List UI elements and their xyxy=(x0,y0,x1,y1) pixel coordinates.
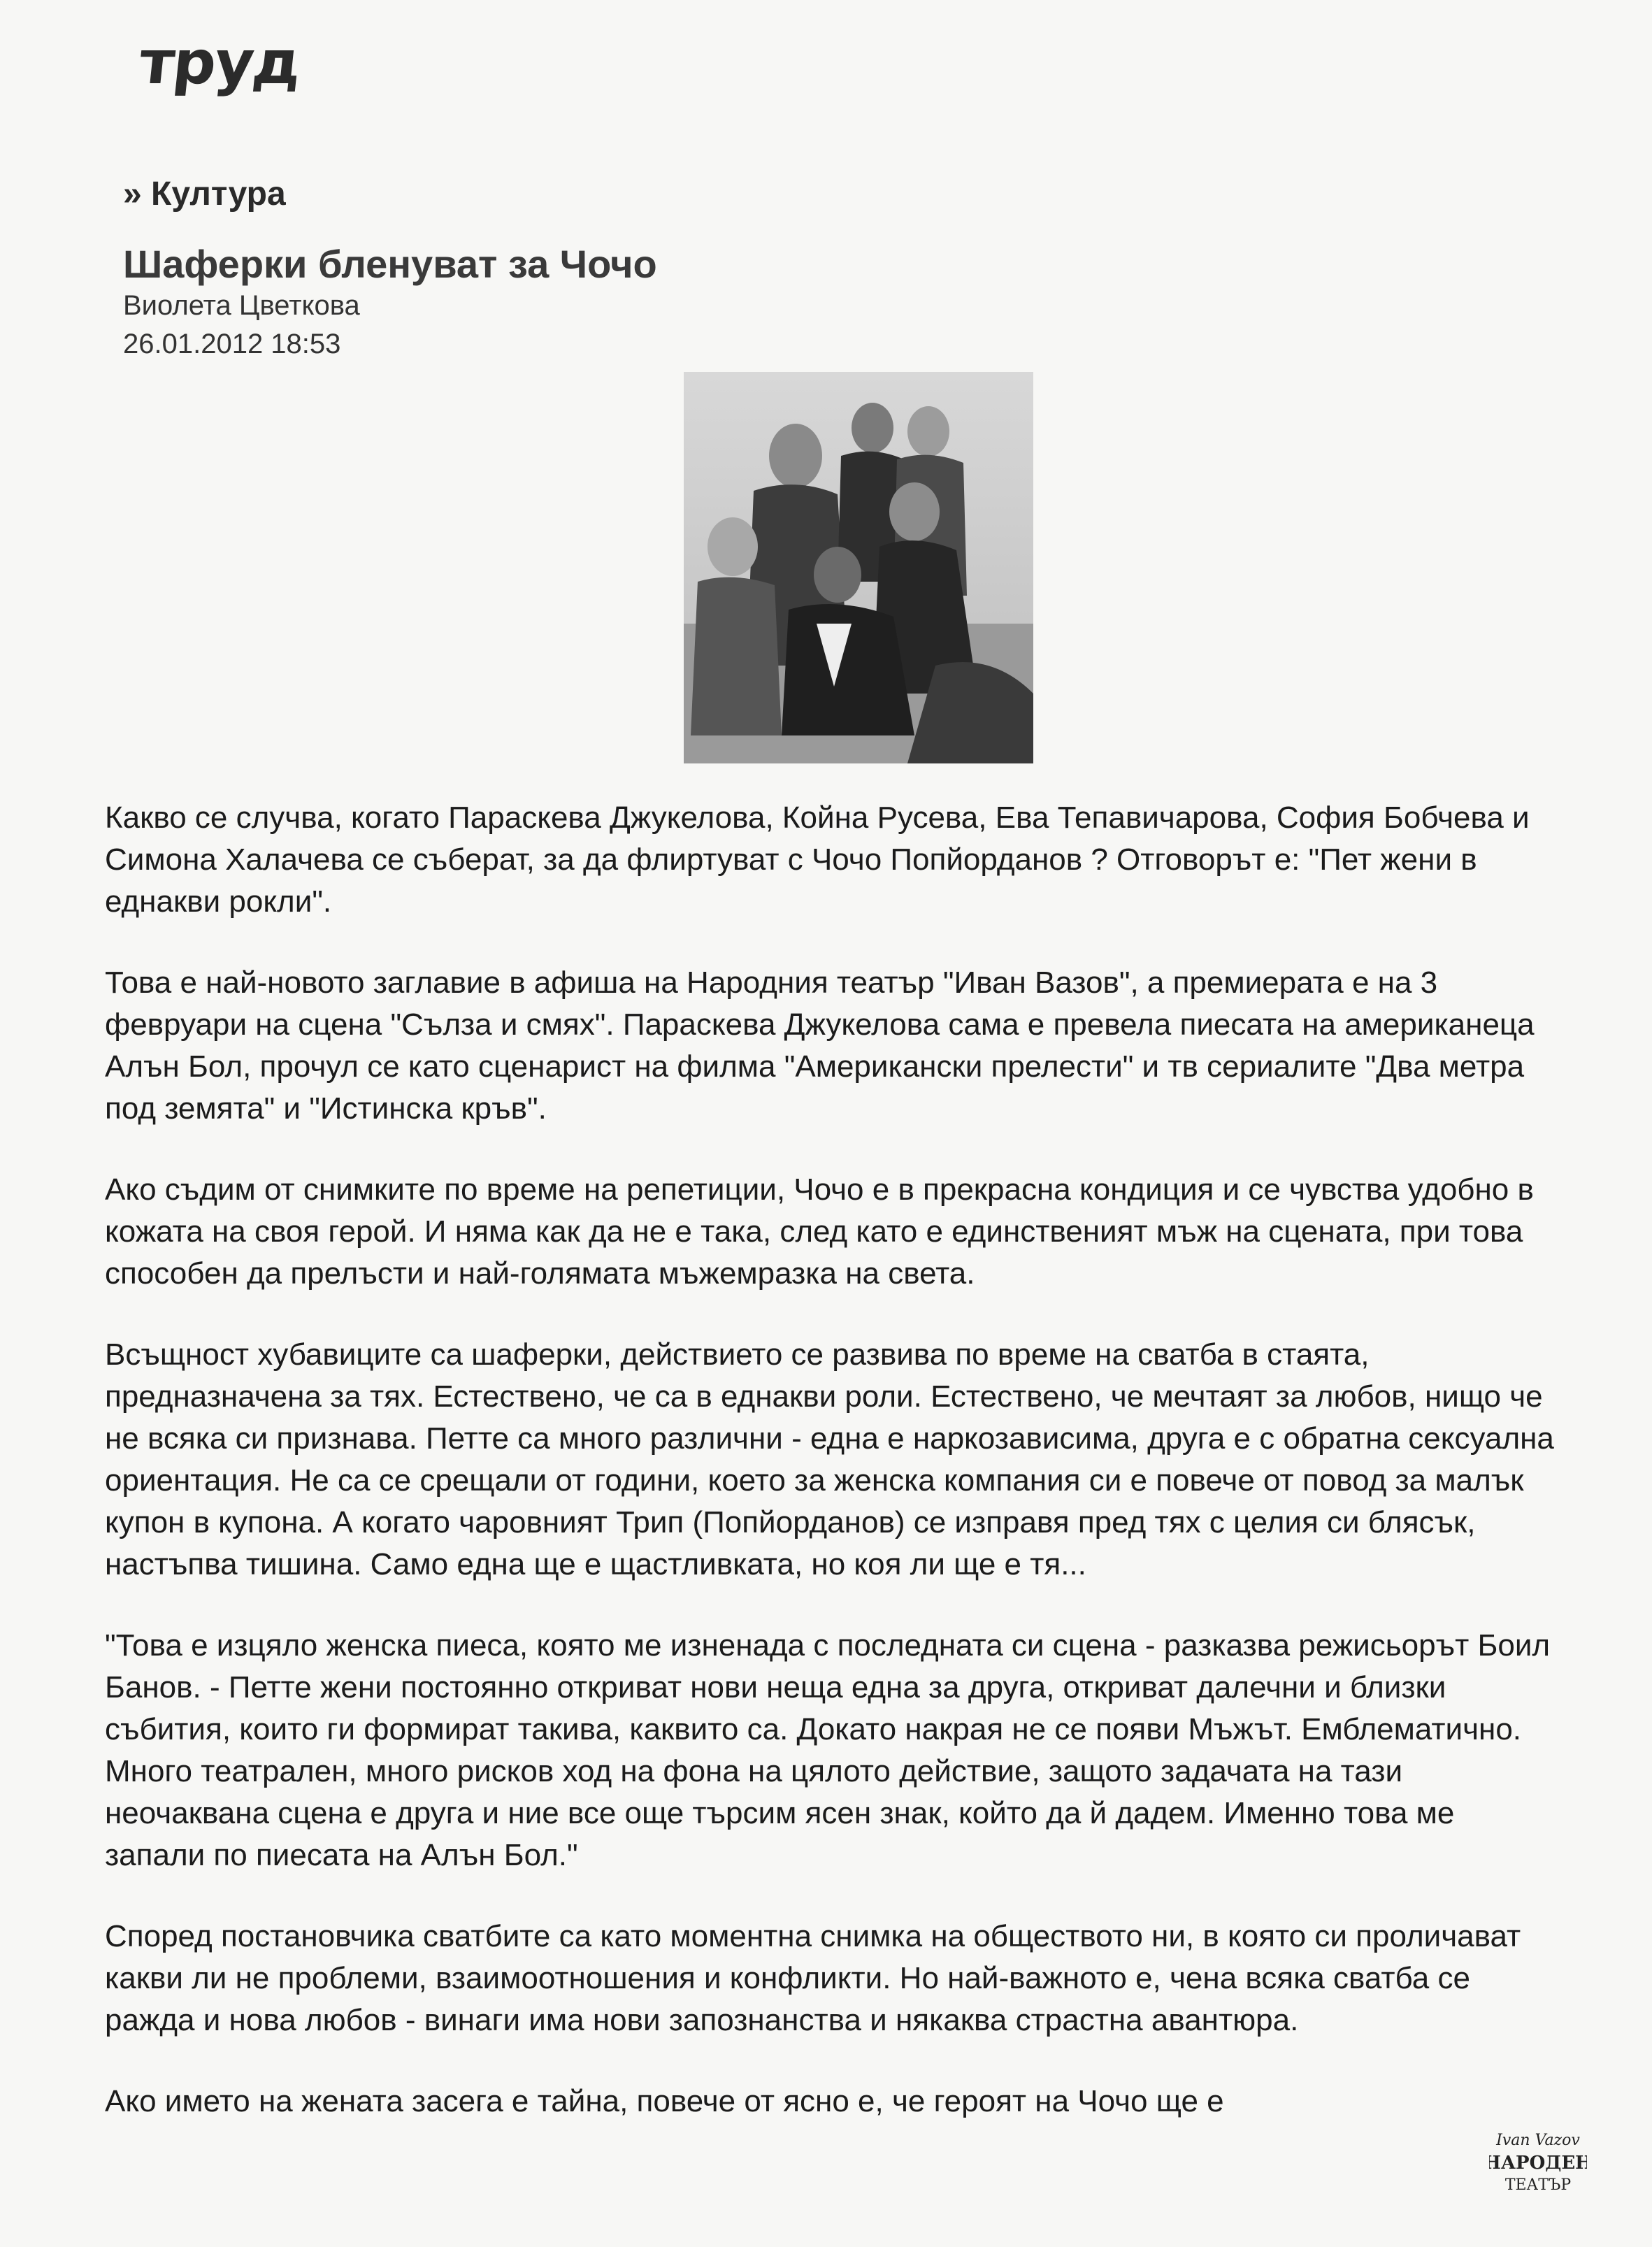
paragraph: Всъщност хубавиците са шаферки, действието се развива по време на сватба в стаята, предназначена за тях. Естествено, че са в еднакви роли. Естествено, че мечтаят за любов, нищо че не всяка си признава. Петте са много различни - една е наркозависима, друга е с обратна сексуална ориентация. Не са се срещали от години, което за женска компания си е повече от повод за малък купон в купона. А когато чаровният Трип (Попйорданов) се изправя пред тях с целия си блясък, настъпва тишина. Само една ще е щастливката, но коя ли ще е тя... xyxy=(105,1337,1554,1581)
section-link[interactable]: » Култура xyxy=(123,175,286,213)
paragraph: Според постановчика сватбите са като моментна снимка на обществото ни, в която си проличават какви ли не проблеми, взаимоотношения и конфликти. Но най-важното е, чена всяка сватба се ражда и нова любов - винаги има нови запознанства и някаква страстна авантюра. xyxy=(105,1919,1521,2037)
article-author: Виолета Цветкова xyxy=(123,290,360,321)
article-title: Шаферки бленуват за Чочо xyxy=(123,242,657,286)
stamp-line-2: НАРОДЕН xyxy=(1489,2153,1587,2174)
paragraph: Ако съдим от снимките по време на репетиции, Чочо е в прекрасна кондиция и се чувства удобно в кожата на своя герой. И няма как да не е така, след като е единственият мъж на сцената, при това способен да прелъсти и най-голямата мъжемразка на света. xyxy=(105,1172,1534,1291)
stamp-line-1: Ivan Vazov xyxy=(1496,2132,1580,2149)
article-photo xyxy=(684,372,1033,763)
paragraph: Какво се случва, когато Параскева Джукелова, Койна Русева, Ева Тепавичарова, София Бобчева и Симона Халачева се съберат, за да флиртуват с Чочо Попйорданов ? Отговорът е: "Пет жени в еднакви рокли". xyxy=(105,801,1530,919)
theatre-stamp xyxy=(1489,2127,1587,2197)
theatre-logo-icon xyxy=(1489,2127,1587,2197)
article-date: 26.01.2012 18:53 xyxy=(123,329,341,359)
paragraph: Това е най-новото заглавие в афиша на Народния театър "Иван Вазов", а премиерата е на 3 февруари на сцена "Сълза и смях". Параскева Джукелова сама е превела пиесата на американеца Алън Бол, прочул се като сценарист на филма "Американски прелести" и тв сериалите "Два метра под земята" и "Истинска кръв". xyxy=(105,965,1535,1126)
paragraph: "Това е изцяло женска пиеса, която ме изненада с последната си сцена - разказва режисьорът Боил Банов. - Петте жени постоянно откриват нови неща една за друга, откриват далечни и близки събития, които ги формират такива, каквито са. Докато накрая не се появи Мъжът. Емблематично. Много театрален, много рисков ход на фона на цялото действие, защото задачата на тази неочаквана сцена е друга и ние все още търсим ясен знак, който да й дадем. Именно това ме запали по пиесата на Алън Бол." xyxy=(105,1628,1551,1872)
group-photo-icon xyxy=(684,372,1033,763)
paragraph: Ако името на жената засега е тайна, повече от ясно е, че героят на Чочо ще е xyxy=(105,2084,1224,2118)
newspaper-logo: труд xyxy=(136,28,304,98)
stamp-line-3: ТЕАТЪР xyxy=(1504,2176,1572,2194)
article-body xyxy=(105,797,1559,2162)
